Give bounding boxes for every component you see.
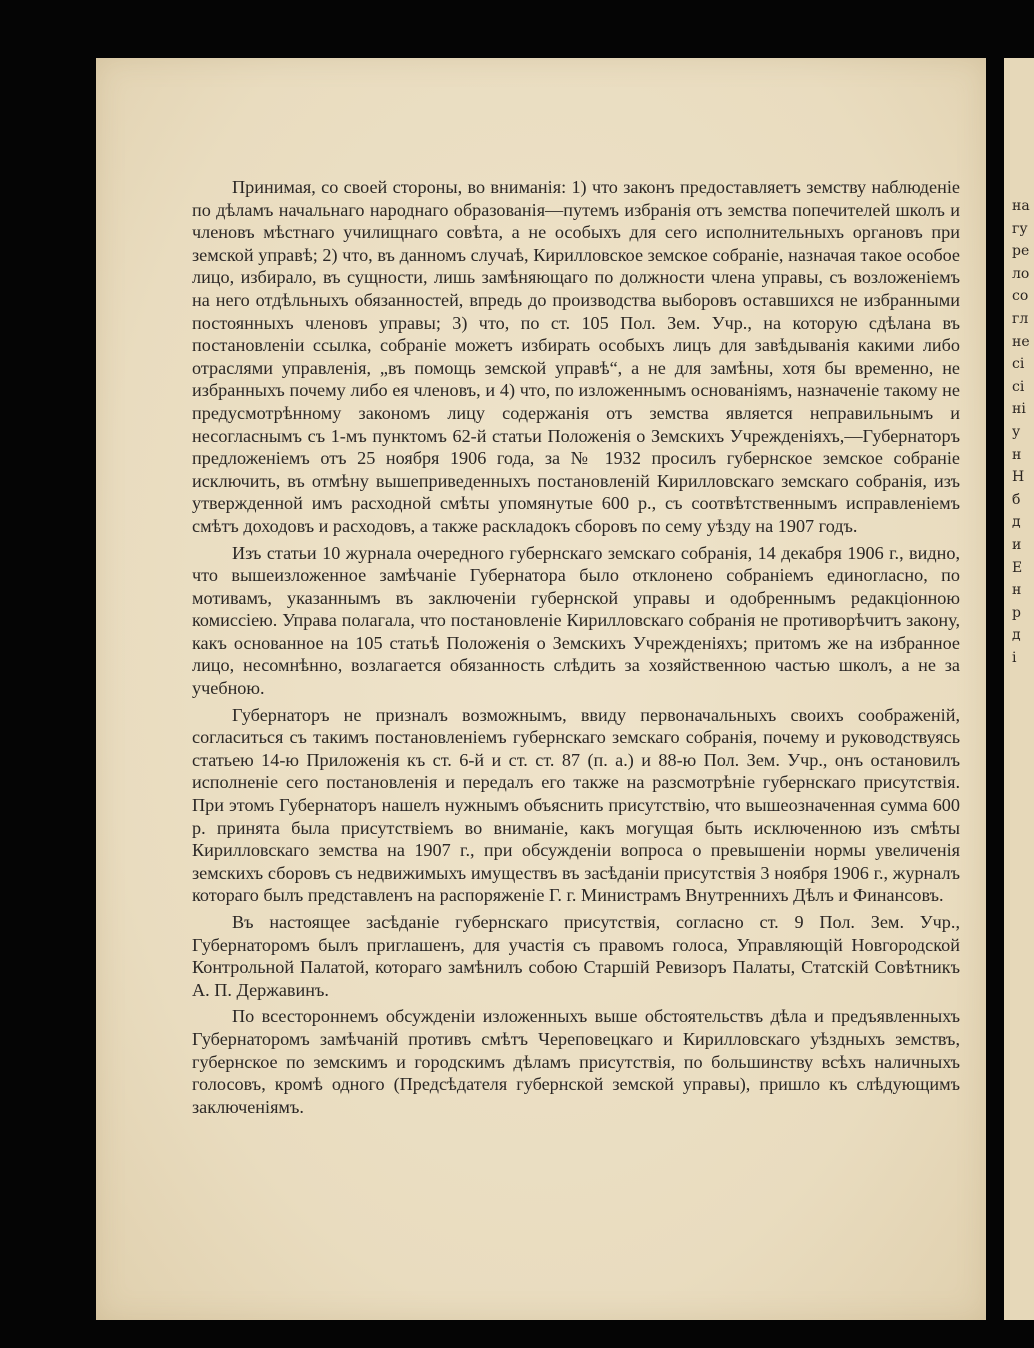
adjacent-page-fragment: б — [1012, 491, 1021, 508]
adjacent-page-fragment: ні — [1012, 401, 1026, 418]
paragraph-5: По всестороннемъ обсужденіи изложенныхъ выше обстоятельствъ дѣла и предъявленныхъ Губернаторомъ замѣчаній противъ смѣтъ Череповецкаго и Кирилловскаго уѣздныхъ земствъ, губернское по земскимъ и городскимъ дѣламъ присутствія, по большинству всѣхъ наличныхъ голосовъ, кромѣ одного (Предсѣдателя губернской земской управы), пришло къ слѣдующимъ заключеніямъ. — [192, 1006, 960, 1117]
adjacent-page-fragment: и — [1012, 537, 1022, 553]
adjacent-page-fragment: д — [1012, 514, 1021, 531]
paragraph-3: Губернаторъ не призналъ возможнымъ, ввиду первоначальныхъ своихъ соображеній, согласиться съ такимъ постановленіемъ губернскаго земскаго собранія, почему и руководствуясь статьею 14-ю Приложенія къ ст. 6-й и ст. ст. 87 (п. а.) и 88-ю Пол. Зем. Учр., онъ остановилъ исполненіе сего постановленія и передалъ его также на разсмотрѣніе губернскаго присутствія. При этомъ Губернаторъ нашелъ нужнымъ объяснить присутствію, что вышеозначенная сумма 600 р. принята была присутствіемъ во вниманіе, какъ могущая быть исключенною изъ смѣты Кирилловскаго земства на 1907 г., при обсужденіи вопроса о превышеніи нормы увеличенія земскихъ сборовъ съ недвижимыхъ имуществъ въ засѣданіи присутствія 3 ноября 1906 г., журналъ котораго былъ представленъ на распоряженіе Г. г. Министрамъ Внутреннихъ Дѣлъ и Финансовъ. — [192, 704, 960, 906]
adjacent-page-fragment: Е — [1012, 559, 1023, 576]
document-body — [192, 176, 960, 1122]
adjacent-page-fragment: у — [1012, 424, 1021, 440]
paragraph-1: Принимая, со своей стороны, во вниманія: 1) что законъ предоставляетъ земству наблюденіе по дѣламъ начальнаго народнаго образованія—путемъ избранія отъ земства попечителей школъ и членовъ мѣстнаго училищнаго совѣта, а не особыхъ для сего исполнительныхъ органовъ при земской управѣ; 2) что, въ данномъ случаѣ, Кирилловское земское собраніе, назначая такое особое лицо, избирало, въ сущности, лишь замѣняющаго по должности члена управы, съ возложеніемъ на него отдѣльныхъ обязанностей, впредь до производства выборовъ оставшихся не избранными постоянныхъ членовъ управы; 3) что, по ст. 105 Пол. Зем. Учр., на которую сдѣлана въ постановленіи ссылка, собраніе можетъ избирать особыхъ лицъ для завѣдыванія какими либо отраслями управленія, „въ помощь земской управѣ“, а не для замѣны, хотя бы временно, не избранныхъ почему либо ея членовъ, и 4) что, по изложеннымъ основаніямъ, назначеніе такому не предусмотрѣнному закономъ лицу содержанія отъ земства является неправильнымъ и несогласнымъ съ 1-мъ пунктомъ 62-й статьи Положенія о Земскихъ Учрежденіяхъ,—Губернаторъ предложеніемъ отъ 25 ноября 1906 года, за № 1932 просилъ губернское земское собраніе исключить, въ отмѣну вышеприведенныхъ постановленій Кирилловскаго земскаго собранія, изъ утвержденной имъ расходной смѣты упомянутые 600 р., съ соотвѣтственнымъ исправленіемъ смѣтъ доходовъ и расходовъ, а также раскладокъ сборовъ по сему уѣзду на 1907 годъ. — [192, 177, 960, 536]
adjacent-page-fragment: і — [1012, 650, 1017, 666]
adjacent-page-fragment: д — [1012, 627, 1021, 644]
paragraph-2: Изъ статьи 10 журнала очередного губернскаго земскаго собранія, 14 декабря 1906 г., видно, что вышеизложенное замѣчаніе Губернатора было отклонено собраніемъ единогласно, по мотивамъ, указаннымъ въ заключеніи губернской управы и одобреннымъ редакціонною комиссіею. Управа полагала, что постановленіе Кирилловскаго собранія не противорѣчитъ закону, какъ основанное на 105 статьѣ Положенія о Земскихъ Учрежденіяхъ; притомъ же на избранное лицо, несомнѣнно, возлагается обязанность слѣдить за хозяйственною частью школъ, а не за учебною. — [192, 542, 960, 699]
adjacent-page-edge — [1004, 58, 1034, 1320]
paragraph-4: Въ настоящее засѣданіе губернскаго присутствія, согласно ст. 9 Пол. Зем. Учр., Губернаторомъ былъ приглашенъ, для участія съ правомъ голоса, Управляющій Новгородской Контрольной Палатой, котораго замѣнилъ собою Старшій Ревизоръ Палаты, Статскій Совѣтникъ А. П. Державинъ. — [192, 912, 960, 1000]
adjacent-page-fragment: Н — [1012, 469, 1025, 486]
adjacent-page-fragment: н — [1012, 446, 1022, 463]
adjacent-page-fragment: гл — [1012, 311, 1029, 327]
adjacent-page-fragment: не — [1012, 333, 1030, 350]
adjacent-page-fragment: ло — [1012, 265, 1030, 282]
adjacent-page-fragment: гу — [1012, 220, 1028, 237]
adjacent-page-fragment: н — [1012, 582, 1022, 599]
adjacent-page-fragment: сі — [1012, 378, 1025, 395]
adjacent-page-fragment: со — [1012, 288, 1029, 305]
adjacent-page-fragment: на — [1012, 198, 1030, 214]
adjacent-page-fragment: сі — [1012, 356, 1025, 373]
adjacent-page-fragment: ре — [1012, 243, 1030, 260]
adjacent-page-fragment: р — [1012, 604, 1021, 621]
